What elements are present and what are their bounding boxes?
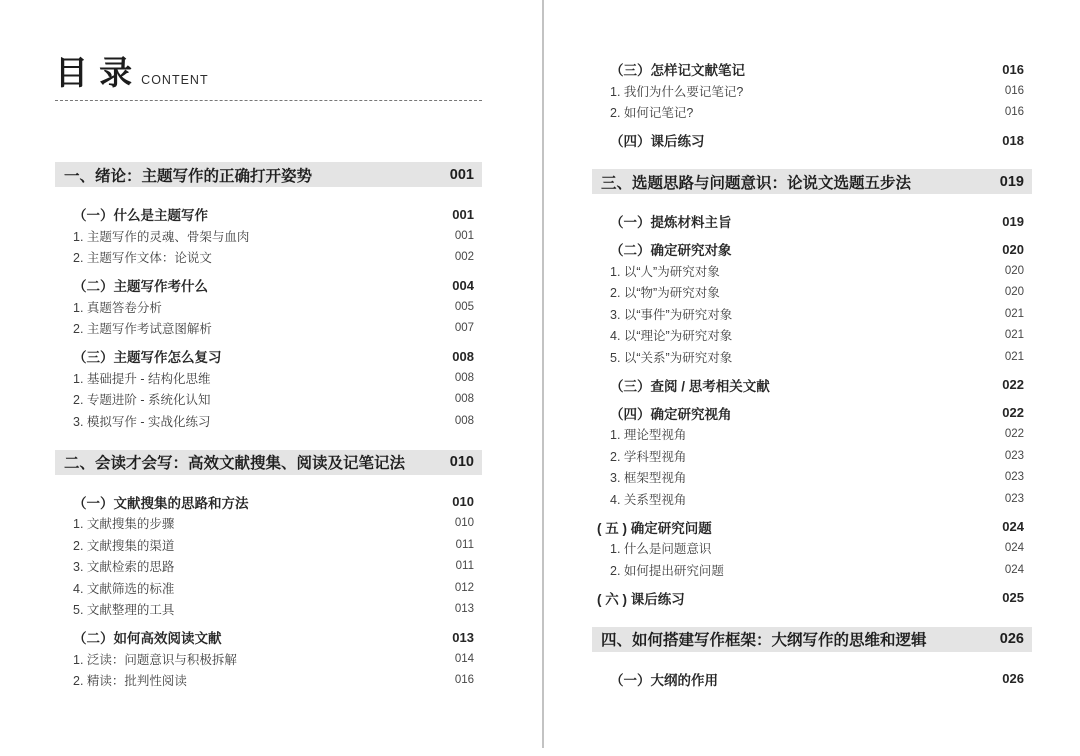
entry-label: 2. 以“物”为研究对象 xyxy=(610,286,720,301)
entry-label: 一、绪论：主题写作的正确打开姿势 xyxy=(64,167,313,185)
entry-label: 四、如何搭建写作框架：大纲写作的思维和逻辑 xyxy=(601,632,927,649)
toc-sub-row xyxy=(55,626,482,648)
entry-label: 三、选题思路与问题意识：论说文选题五步法 xyxy=(601,174,912,192)
entry-label: 2. 如何提出研究问题 xyxy=(610,563,724,578)
entry-page-number: 022 xyxy=(1002,377,1024,392)
toc-item-row xyxy=(592,424,1032,446)
entry-page-number: 026 xyxy=(1002,671,1024,686)
entry-label: ( 六 ) 课后练习 xyxy=(597,591,685,607)
entry-label: 1. 理论型视角 xyxy=(610,428,687,443)
toc-item-row xyxy=(55,389,482,411)
entry-page-number: 010 xyxy=(449,454,474,470)
entry-label: （一）什么是主题写作 xyxy=(73,208,208,223)
entry-label: （二）主题写作考什么 xyxy=(73,279,208,294)
entry-page-number: 019 xyxy=(999,173,1024,190)
entry-label: （三）怎样记文献笔记 xyxy=(610,63,745,78)
entry-page-number: 016 xyxy=(454,674,474,687)
entry-page-number: 001 xyxy=(454,229,474,242)
toc-item-row xyxy=(592,102,1032,124)
entry-label: 3. 以“事件”为研究对象 xyxy=(610,307,733,322)
toc-column-left xyxy=(55,0,482,691)
entry-label: 2. 专题进阶 - 系统化认知 xyxy=(73,393,211,408)
toc-title-cn: 目 录 xyxy=(55,54,134,91)
entry-label: 3. 文献检索的思路 xyxy=(73,560,175,575)
entry-label: 2. 主题写作文体：论说文 xyxy=(73,251,212,266)
entry-label: 2. 主题写作考试意图解析 xyxy=(73,322,212,337)
entry-page-number: 005 xyxy=(454,300,474,313)
toc-sub-row xyxy=(592,129,1032,151)
toc-item-row xyxy=(592,346,1032,368)
entry-page-number: 024 xyxy=(1004,563,1024,576)
toc-sub-row xyxy=(55,345,482,367)
entry-page-number: 008 xyxy=(454,371,474,384)
toc-item-row xyxy=(592,325,1032,347)
entry-page-number: 007 xyxy=(454,322,474,335)
entry-label: 1. 我们为什么要记笔记? xyxy=(610,84,744,99)
toc-item-row xyxy=(592,282,1032,304)
entry-page-number: 020 xyxy=(1002,241,1024,257)
toc-item-row xyxy=(592,538,1032,560)
entry-page-number: 011 xyxy=(455,560,474,573)
entry-page-number: 011 xyxy=(455,538,474,551)
entry-label: ( 五 ) 确定研究问题 xyxy=(597,520,712,536)
toc-sub-row xyxy=(592,238,1032,260)
toc-item-row xyxy=(592,303,1032,325)
entry-label: 3. 模拟写作 - 实战化练习 xyxy=(73,414,211,429)
entry-label: 4. 关系型视角 xyxy=(610,492,687,507)
entry-page-number: 023 xyxy=(1004,492,1024,505)
toc-sub-row xyxy=(592,668,1032,690)
toc-item-row xyxy=(55,296,482,318)
entry-page-number: 004 xyxy=(452,277,474,293)
entry-label: （二）如何高效阅读文献 xyxy=(73,631,222,646)
entry-label: 5. 以“关系”为研究对象 xyxy=(610,350,733,365)
toc-sub-row xyxy=(592,210,1032,232)
entry-page-number: 013 xyxy=(454,603,474,616)
entry-label: 2. 精读：批判性阅读 xyxy=(73,674,187,689)
entry-page-number: 010 xyxy=(452,494,474,509)
entry-page-number: 008 xyxy=(454,414,474,427)
entry-page-number: 008 xyxy=(454,393,474,406)
toc-item-row xyxy=(592,467,1032,489)
entry-page-number: 020 xyxy=(1004,286,1024,299)
entry-label: （三）查阅 / 思考相关文献 xyxy=(610,378,770,394)
entry-page-number: 020 xyxy=(1004,264,1024,277)
entry-label: （一）提炼材料主旨 xyxy=(610,215,732,230)
toc-section-row xyxy=(55,162,482,187)
entry-page-number: 021 xyxy=(1004,350,1024,363)
entry-page-number: 024 xyxy=(1004,542,1024,555)
entry-page-number: 001 xyxy=(449,166,474,183)
entry-label: 1. 泛读：问题意识与积极拆解 xyxy=(73,652,237,667)
toc-section-row xyxy=(55,450,482,475)
entry-label: （四）确定研究视角 xyxy=(610,406,732,422)
entry-label: （三）主题写作怎么复习 xyxy=(73,350,222,365)
toc-sub-row xyxy=(55,274,482,296)
toc-item-row xyxy=(55,599,482,621)
entry-label: 1. 基础提升 - 结构化思维 xyxy=(73,371,211,386)
column-divider xyxy=(542,0,544,748)
toc-sub-row xyxy=(592,587,1032,609)
entry-page-number: 002 xyxy=(454,251,474,264)
toc-sub-row xyxy=(592,58,1032,80)
entry-page-number: 018 xyxy=(1002,132,1024,148)
entry-page-number: 022 xyxy=(1002,405,1024,420)
toc-sub-row xyxy=(592,374,1032,396)
entry-label: 2. 文献搜集的渠道 xyxy=(73,538,175,553)
toc-title-en: CONTENT xyxy=(141,73,209,87)
entry-label: 4. 以“理论”为研究对象 xyxy=(610,329,733,344)
toc-section-row xyxy=(592,169,1032,194)
toc-sub-row xyxy=(592,516,1032,538)
entry-page-number: 001 xyxy=(452,206,474,222)
entry-page-number: 014 xyxy=(454,652,474,665)
entry-label: 5. 文献整理的工具 xyxy=(73,603,175,618)
entry-page-number: 025 xyxy=(1002,590,1024,605)
entry-label: 1. 什么是问题意识 xyxy=(610,542,712,557)
entry-label: （二）确定研究对象 xyxy=(610,243,732,258)
entry-label: （一）文献搜集的思路和方法 xyxy=(73,495,249,511)
entry-page-number: 016 xyxy=(1004,84,1024,97)
toc-item-row xyxy=(55,648,482,670)
toc-sub-row xyxy=(55,491,482,513)
toc-sub-row xyxy=(592,402,1032,424)
entry-label: （一）大纲的作用 xyxy=(610,672,718,688)
toc-item-row xyxy=(55,247,482,269)
toc-item-row xyxy=(592,80,1032,102)
entry-page-number: 010 xyxy=(454,517,474,530)
toc-section-row xyxy=(592,627,1032,652)
entry-page-number: 023 xyxy=(1004,449,1024,462)
entry-label: 2. 如何记笔记? xyxy=(610,106,694,121)
entry-label: 1. 以“人”为研究对象 xyxy=(610,264,720,279)
toc-item-row xyxy=(592,488,1032,510)
toc-item-row xyxy=(55,513,482,535)
toc-item-row xyxy=(592,559,1032,581)
entry-page-number: 021 xyxy=(1004,329,1024,342)
entry-label: 1. 真题答卷分析 xyxy=(73,300,162,315)
entry-page-number: 023 xyxy=(1004,471,1024,484)
entry-label: （四）课后练习 xyxy=(610,134,705,149)
entry-label: 二、会读才会写：高效文献搜集、阅读及记笔记法 xyxy=(64,455,406,472)
entry-label: 4. 文献筛选的标准 xyxy=(73,581,175,596)
entry-page-number: 012 xyxy=(454,581,474,594)
entry-label: 1. 主题写作的灵魂、骨架与血肉 xyxy=(73,229,250,244)
toc-item-row xyxy=(55,225,482,247)
toc-item-row xyxy=(55,670,482,692)
toc-column-right xyxy=(592,0,1032,690)
toc-item-row xyxy=(592,260,1032,282)
entry-page-number: 021 xyxy=(1004,307,1024,320)
entry-page-number: 022 xyxy=(1004,428,1024,441)
entry-label: 2. 学科型视角 xyxy=(610,449,687,464)
entry-page-number: 008 xyxy=(452,348,474,364)
toc-item-row xyxy=(55,367,482,389)
toc-item-row xyxy=(592,445,1032,467)
toc-item-row xyxy=(55,318,482,340)
entry-label: 1. 文献搜集的步骤 xyxy=(73,517,175,532)
entry-page-number: 016 xyxy=(1004,106,1024,119)
toc-sub-row xyxy=(55,203,482,225)
entry-page-number: 026 xyxy=(999,631,1024,647)
entry-page-number: 013 xyxy=(452,629,474,645)
toc-item-row xyxy=(55,556,482,578)
entry-label: 3. 框架型视角 xyxy=(610,471,687,486)
entry-page-number: 024 xyxy=(1002,519,1024,534)
toc-item-row xyxy=(55,577,482,599)
entry-page-number: 016 xyxy=(1002,61,1024,77)
entry-page-number: 019 xyxy=(1002,213,1024,229)
toc-item-row xyxy=(55,534,482,556)
toc-item-row xyxy=(55,410,482,432)
